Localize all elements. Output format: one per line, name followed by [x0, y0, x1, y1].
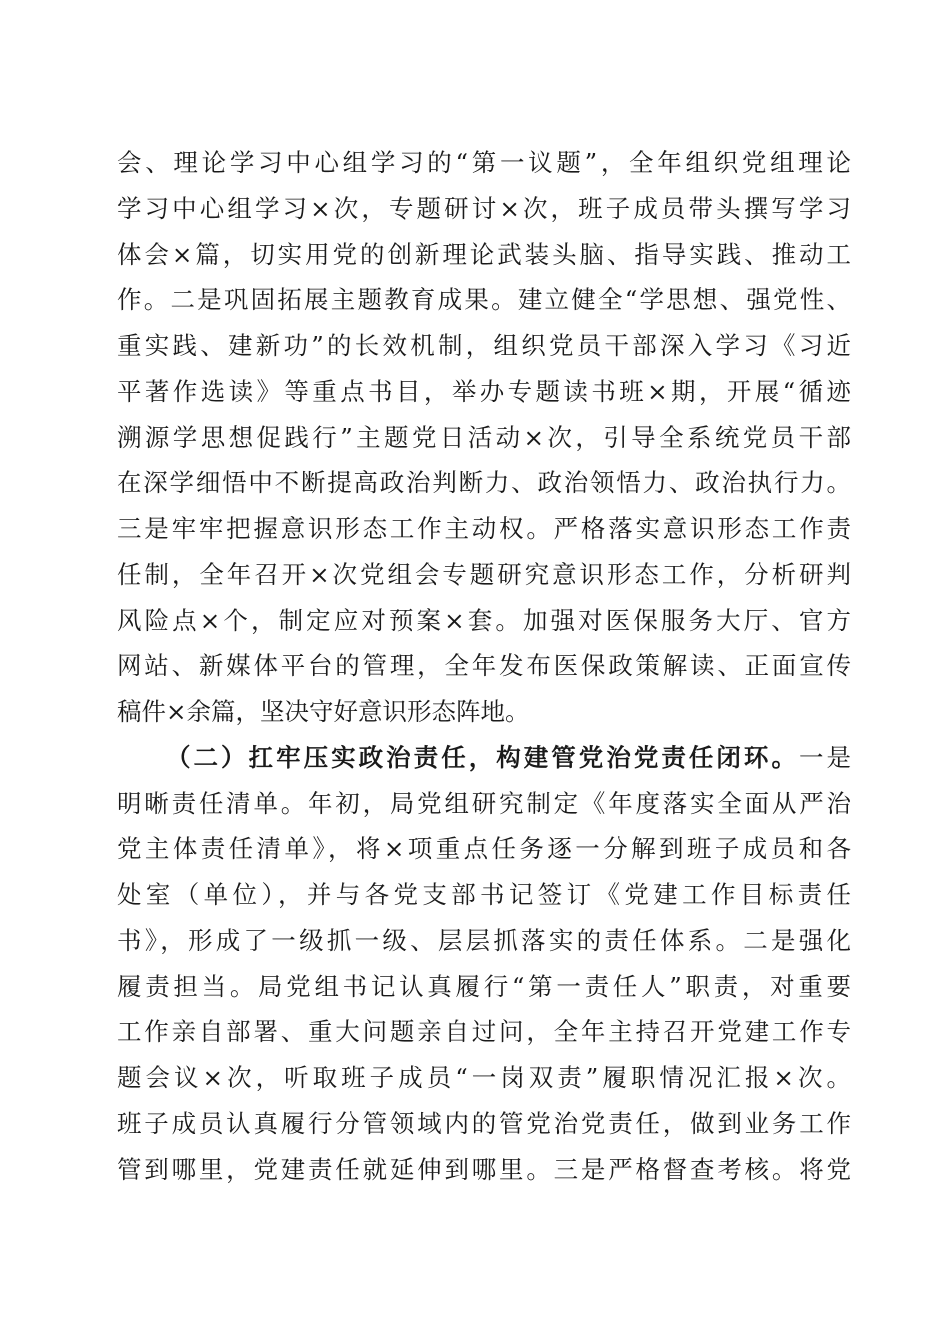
- text-line: 三是牢牢把握意识形态工作主动权。严格落实意识形态工作责: [117, 514, 851, 543]
- text-line: 党主体责任清单》，将×项重点任务逐一分解到班子成员和各: [117, 834, 851, 864]
- paragraph-1: [117, 140, 851, 735]
- text-line: 任制，全年召开×次党组会专题研究意识形态工作，分析研判: [117, 559, 851, 589]
- text-line: 明晰责任清单。年初，局党组研究制定《年度落实全面从严治: [117, 788, 851, 818]
- text-line: 在深学细悟中不断提高政治判断力、政治领悟力、政治执行力。: [117, 468, 851, 498]
- text-line: 班子成员认真履行分管领域内的管党治党责任，做到业务工作: [117, 1108, 851, 1138]
- text-line: 会、理论学习中心组学习的“第一议题”，全年组织党组理论: [117, 148, 851, 177]
- section-heading: （二）扛牢压实政治责任，构建管党治党责任闭环。: [166, 742, 799, 772]
- text-line: 工作亲自部署、重大问题亲自过问，全年主持召开党建工作专: [117, 1017, 851, 1047]
- text-line: 体会×篇，切实用党的创新理论武装头脑、指导实践、推动工: [117, 239, 851, 269]
- text-line: 稿件×余篇，坚决守好意识形态阵地。: [117, 697, 530, 726]
- text-line: 重实践、建新功”的长效机制，组织党员干部深入学习《习近: [117, 331, 851, 360]
- paragraph-2: [117, 735, 851, 1193]
- text-line: 风险点×个，制定应对预案×套。加强对医保服务大厅、官方: [117, 605, 851, 635]
- text-line: 书》，形成了一级抓一级、层层抓落实的责任体系。二是强化: [117, 925, 851, 955]
- text-line: 处室（单位），并与各党支部书记签订《党建工作目标责任: [117, 880, 851, 909]
- text-line: 作。二是巩固拓展主题教育成果。建立健全“学思想、强党性、: [117, 285, 851, 315]
- heading-line-rest: 一是: [798, 742, 851, 772]
- section-heading-line: [117, 735, 851, 781]
- text-line: 题会议×次，听取班子成员“一岗双责”履职情况汇报×次。: [117, 1063, 851, 1092]
- text-line: 网站、新媒体平台的管理，全年发布医保政策解读、正面宣传: [117, 651, 851, 681]
- text-line: 管到哪里，党建责任就延伸到哪里。三是严格督查考核。将党: [117, 1154, 851, 1184]
- text-line: 履责担当。局党组书记认真履行“第一责任人”职责，对重要: [117, 971, 851, 1001]
- text-line: 溯源学思想促践行”主题党日活动×次，引导全系统党员干部: [117, 422, 851, 452]
- text-line: 平著作选读》等重点书目，举办专题读书班×期，开展“循迹: [117, 376, 851, 406]
- document-body: [117, 140, 851, 1192]
- text-line: 学习中心组学习×次，专题研讨×次，班子成员带头撰写学习: [117, 193, 851, 223]
